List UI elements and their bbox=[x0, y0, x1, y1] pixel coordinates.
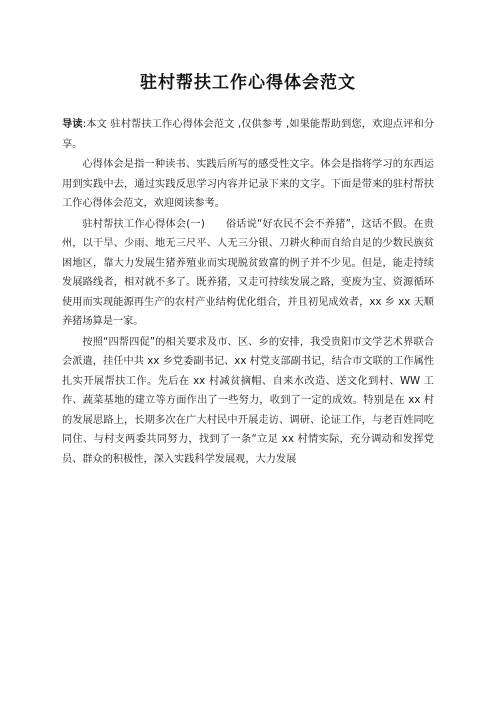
lead-paragraph bbox=[62, 115, 434, 154]
document-title: 驻村帮扶工作心得体会范文 bbox=[140, 73, 356, 93]
body-paragraph-1: 心得体会是指一种读书、实践后所写的感受性文字。体会是指将学习的东西运用到实践中去，通过实践反思学习内容并记录下来的文字。下面是带来的驻村帮扶工作心得体会范文，欢迎阅读参考。 bbox=[62, 159, 434, 209]
lead-label: 导读 bbox=[62, 119, 83, 130]
lead-text: :本文 驻村帮扶工作心得体会范文 ,仅供参考 ,如果能帮助到您，欢迎点评和分享。 bbox=[62, 119, 435, 150]
body-paragraph-2: 驻村帮扶工作心得体会(一) 俗话说“好农民不会不养猪”，这话不假。在贵州，以干旱、少雨、地无三尺平、人无三分银、刀耕火种而自给自足的少数民族贫困地区，靠大力发展生猪养殖业而实现脱贫致富的例子并不少见。但是，能走持续发展路线者，相对就不多了。既养猪，又走可持续发展之路，变废为宝、资源循环使用而实现能源再生产的农村产业结构优化组合，并且初见成效者，xx 乡 xx 天顺养猪场算是一家。 bbox=[62, 218, 434, 327]
body-paragraph-3: 按照“四帮四促”的相关要求及市、区、乡的安排，我受贵阳市文学艺术界联合会派遣，挂任中共 xx 乡党委副书记、xx 村党支部副书记，结合市文联的工作属性扎实开展帮扶工作。先后在 xx 村减贫摘帽、自来水改造、送文化到村、WW 工作、蔬菜基地的建立等方面作出了一些努力，收到了一定的成效。特别是在 xx 村的发展思路上，长期多次在广大村民中开展走访、调研、论证工作，与老百姓同吃同住、与村支两委共同努力，找到了一条“立足 xx 村情实际，充分调动和发挥党员、群众的积极性，深入实践科学发展观，大力发展 bbox=[62, 336, 434, 465]
